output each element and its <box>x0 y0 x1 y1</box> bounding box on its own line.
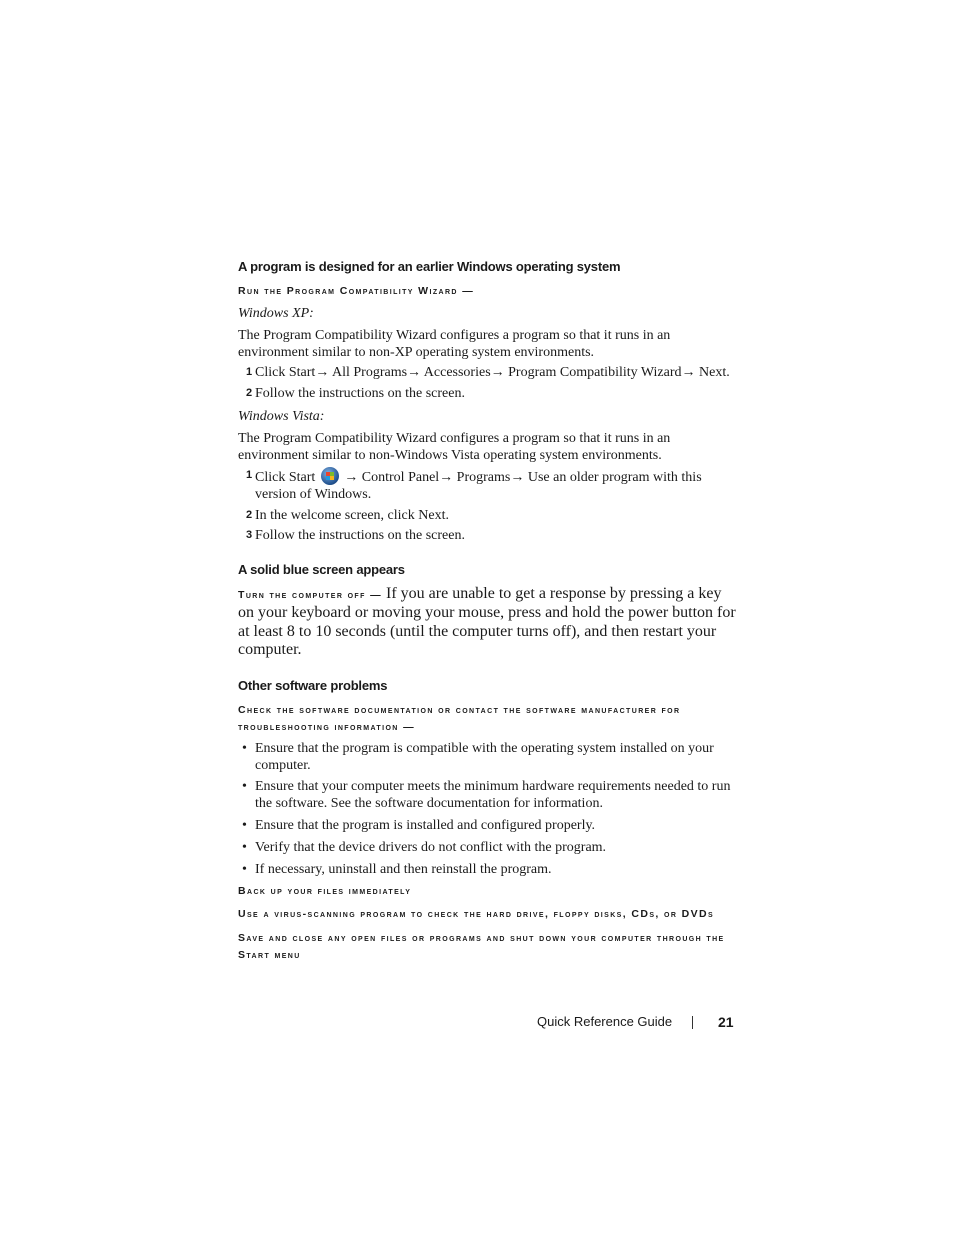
paragraph: The Program Compatibility Wizard configures a program so that it runs in an environment similar to non-Windows Vista operating system environments. <box>238 431 671 463</box>
subheading: Back up your files immediately <box>238 884 412 897</box>
subheading: Save and close any open files or programs and shut down your computer through the Start menu <box>238 931 725 961</box>
section-heading: Other software problems <box>238 677 388 693</box>
windows-start-icon <box>321 467 339 485</box>
step-item: 1 Click Start→ All Programs→ Accessories→ Program Compatibility Wizard→ Next. <box>246 365 730 380</box>
step-item: 2 In the welcome screen, click Next. <box>246 508 449 523</box>
paragraph: Turn the computer off — If you are unable to get a response by pressing a key on your keyboard or moving your mouse, press and hold the power button for at least 8 to 10 seconds (until the computer turns off), and then restart your computer. <box>238 585 736 658</box>
subheading: Use a virus-scanning program to check the hard drive, floppy disks, CDs, or DVDs <box>238 907 715 920</box>
list-item: • If necessary, uninstall and then reinstall the program. <box>242 861 552 877</box>
list-item: • Verify that the device drivers do not conflict with the program. <box>242 839 607 855</box>
list-item: • Ensure that the program is compatible with the operating system installed on your computer. <box>242 740 714 773</box>
step-item: 1 Click Start → Control Panel→ Programs→ Use an older program with this version of Windows. <box>246 469 702 502</box>
section-heading: A solid blue screen appears <box>238 562 405 577</box>
subheading: Run the Program Compatibility Wizard — <box>238 285 475 297</box>
footer-separator <box>692 1016 693 1029</box>
step-item: 3 Follow the instructions on the screen. <box>246 528 465 543</box>
subheading: Check the software documentation or contact the software manufacturer for troubleshooting information — <box>238 703 681 733</box>
list-item: • Ensure that the program is installed and configured properly. <box>242 817 596 833</box>
windows-vista-label: Windows Vista: <box>238 409 325 424</box>
step-item: 2 Follow the instructions on the screen. <box>246 386 465 401</box>
paragraph: The Program Compatibility Wizard configures a program so that it runs in an environment similar to non-XP operating system environments. <box>238 328 671 360</box>
windows-xp-label: Windows XP: <box>238 306 314 321</box>
page-content <box>238 258 738 964</box>
page-number: 21 <box>718 1014 734 1030</box>
list-item: • Ensure that your computer meets the minimum hardware requirements needed to run the software. See the software documentation for information. <box>242 778 731 811</box>
footer-title: Quick Reference Guide <box>537 1014 673 1029</box>
section-heading: A program is designed for an earlier Windows operating system <box>238 259 621 274</box>
page-footer <box>537 1014 734 1030</box>
